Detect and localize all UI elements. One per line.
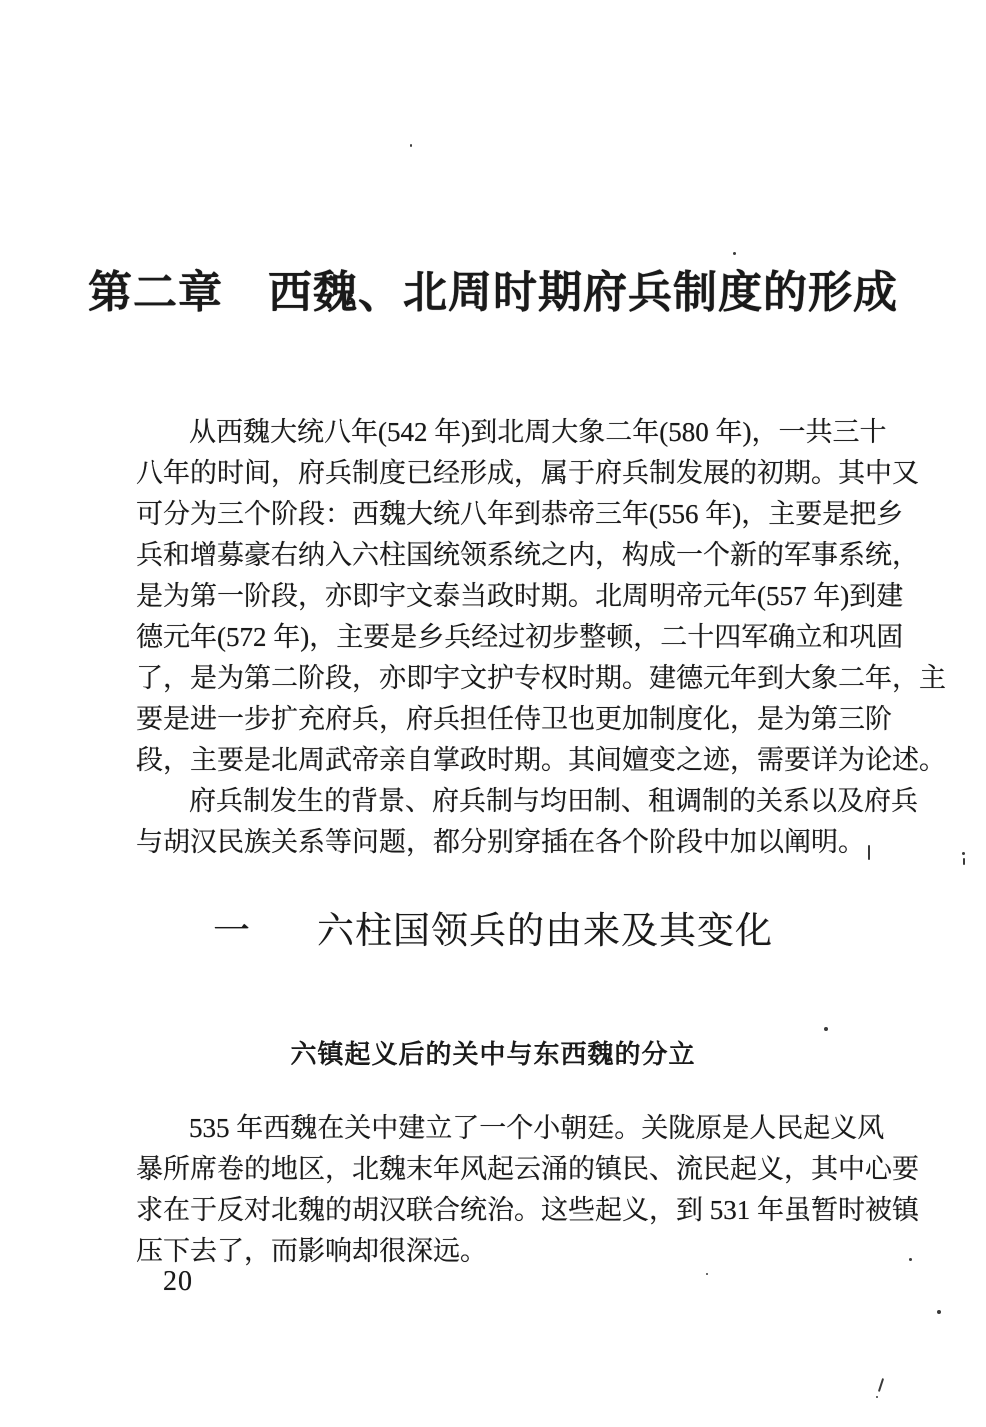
scan-speck <box>733 252 736 255</box>
text-line: 从西魏大统八年(542 年)到北周大象二年(580 年)，一共三十 <box>189 417 887 447</box>
scan-speck <box>410 144 412 147</box>
subsection-title: 六镇起义后的关中与东西魏的分立 <box>290 1039 696 1069</box>
text-line: 德元年(572 年)，主要是乡兵经过初步整顿，二十四军确立和巩固 <box>136 622 904 652</box>
scan-speck <box>909 1258 912 1261</box>
scan-speck <box>868 845 870 860</box>
scan-speck <box>706 1273 708 1275</box>
text-line: 是为第一阶段，亦即宇文泰当政时期。北周明帝元年(557 年)到建 <box>136 581 904 611</box>
scan-speck <box>963 858 965 865</box>
section-title: 六柱国领兵的由来及其变化 <box>317 911 773 952</box>
paragraph <box>136 781 918 863</box>
chapter-title: 第二章 西魏、北周时期府兵制度的形成 <box>88 268 898 317</box>
paragraph <box>136 412 946 781</box>
section-number: 一 <box>213 911 251 952</box>
page-number: 20 <box>163 1266 193 1297</box>
text-line: 要是进一步扩充府兵，府兵担任侍卫也更加制度化，是为第三阶 <box>136 704 892 734</box>
text-line: 了，是为第二阶段，亦即宇文护专权时期。建德元年到大象二年，主 <box>136 663 946 693</box>
text-line: 求在于反对北魏的胡汉联合统治。这些起义，到 531 年虽暂时被镇 <box>136 1195 919 1225</box>
text-line: 与胡汉民族关系等问题，都分别穿插在各个阶段中加以阐明。 <box>136 827 865 857</box>
scan-speck <box>878 1378 884 1392</box>
text-line: 段，主要是北周武帝亲自掌政时期。其间嬗变之迹，需要详为论述。 <box>136 745 946 775</box>
text-line: 府兵制发生的背景、府兵制与均田制、租调制的关系以及府兵 <box>189 786 918 816</box>
text-line: 可分为三个阶段：西魏大统八年到恭帝三年(556 年)，主要是把乡 <box>136 499 904 529</box>
scan-speck <box>937 1310 941 1314</box>
text-line: 535 年西魏在关中建立了一个小朝廷。关陇原是人民起义风 <box>189 1113 885 1143</box>
section-text-block <box>136 1108 919 1272</box>
scan-speck <box>876 1396 878 1398</box>
intro-text-block <box>136 412 946 863</box>
scan-speck <box>824 1027 828 1031</box>
text-line: 八年的时间，府兵制度已经形成，属于府兵制发展的初期。其中又 <box>136 458 919 488</box>
text-line: 暴所席卷的地区，北魏末年风起云涌的镇民、流民起义，其中心要 <box>136 1154 919 1184</box>
text-line: 兵和增募豪右纳入六柱国统领系统之内，构成一个新的军事系统， <box>136 540 919 570</box>
section-heading <box>0 900 986 954</box>
paragraph <box>136 1108 919 1272</box>
text-line: 压下去了，而影响却很深远。 <box>136 1236 487 1266</box>
scan-speck <box>962 852 965 855</box>
